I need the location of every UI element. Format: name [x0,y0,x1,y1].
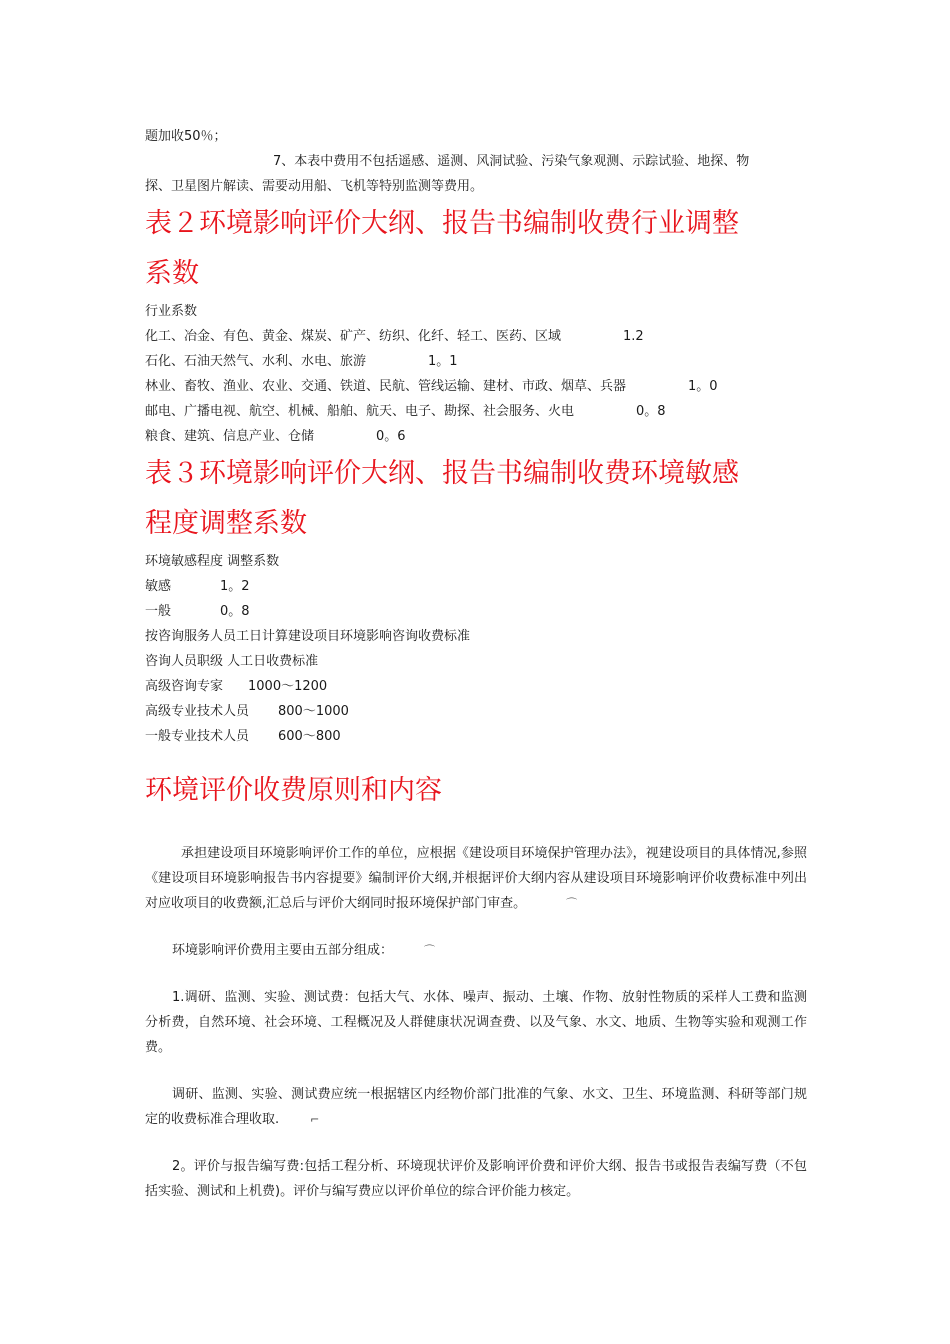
paragraph-mark-icon: ⌐ [310,1113,320,1126]
table2-row [145,324,807,349]
table2-rows [145,324,807,449]
table2-title-line-2: 系数 [145,258,199,289]
consult-header: 咨询人员职级 人工日收费标准 [145,654,319,669]
section-paragraph-1-text: 承担建设项目环境影响评价工作的单位，应根据《建设项目环境保护管理办法》，视建设项目的具体情况,参照《建设项目环境影响报告书内容提要》编制评价大纲,并根据评价大纲内容从建设项目环境影响评价收费标准中列出对应收项目的收费额,汇总后与评价大纲同时报环境保护部门审查。 [145,846,807,911]
table3-title [145,449,807,549]
table2-row-industries: 石化、石油天然气、水利、水电、旅游 [145,354,367,369]
table3-title-line-1: 表３环境影响评价大纲、报告书编制收费环境敏感 [145,458,739,489]
table2-row [145,349,807,374]
table2-row-industries: 粮食、建筑、信息产业、仓储 [145,429,315,444]
table2-row [145,399,807,424]
table3-row-coef: 1。2 [220,579,250,594]
table3-row-level: 敏感 [145,579,172,594]
table2-row-coef: 0。6 [376,429,406,444]
table2-row-industries: 化工、冶金、有色、黄金、煤炭、矿产、纺织、化纤、轻工、医药、区域 [145,329,562,344]
consult-row-rank: 一般专业技术人员 [145,729,250,744]
paragraph-mark-icon: ⌒ [424,944,436,957]
intro-line-1: 题加收50％； [145,129,227,144]
table3-row-coef: 0。8 [220,604,250,619]
consult-row-fee: 600～800 [278,729,341,744]
table2-row-coef: 1。1 [428,354,458,369]
document-page [145,124,807,1204]
consult-row [145,699,807,724]
consult-row-rank: 高级咨询专家 [145,679,224,694]
table2-row-coef: 1。0 [688,379,718,394]
consult-row-rank: 高级专业技术人员 [145,704,250,719]
consult-title: 按咨询服务人员工日计算建设项目环境影响咨询收费标准 [145,629,471,644]
consult-row-fee: 1000～1200 [248,679,328,694]
table3-row-level: 一般 [145,604,172,619]
consult-row [145,674,807,699]
table2-row-industries: 邮电、广播电视、航空、机械、船舶、航天、电子、勘探、社会服务、火电 [145,404,575,419]
table3-title-line-2: 程度调整系数 [145,508,307,539]
table2-title-line-1: 表２环境影响评价大纲、报告书编制收费行业调整 [145,208,739,239]
table2-row [145,374,807,399]
intro-line-2: 7、本表中费用不包括遥感、遥测、风洞试验、污染气象观测、示踪试验、地探、物 [273,154,750,169]
table2-header: 行业系数 [145,304,198,319]
consult-row-fee: 800～1000 [278,704,349,719]
section-title: 环境评价收费原则和内容 [145,775,442,806]
section-paragraph-5: 2。评价与报告编写费:包括工程分析、环境现状评价及影响评价费和评价大纲、报告书或报告表编写费（不包括实验、测试和上机费)。评价与编写费应以评价单位的综合评价能力核定。 [145,1159,807,1199]
table3-row [145,574,807,599]
section-paragraph-2 [145,938,807,963]
table3-row [145,599,807,624]
table2-row-coef: 0。8 [636,404,666,419]
section-paragraph-1 [145,841,807,916]
table2-row-industries: 林业、畜牧、渔业、农业、交通、铁道、民航、管线运输、建材、市政、烟草、兵器 [145,379,627,394]
paragraph-mark-icon: ⌒ [566,897,578,910]
section-paragraph-2-text: 环境影响评价费用主要由五部分组成： [172,943,394,958]
table2-row [145,424,807,449]
table2-row-coef: 1.2 [623,329,644,344]
table3-header: 环境敏感程度 调整系数 [145,554,280,569]
consult-row [145,724,807,749]
section-paragraph-4-text: 调研、监测、实验、测试费应统一根据辖区内经物价部门批准的气象、水文、卫生、环境监测、科研等部门规定的收费标准合理收取. [145,1087,807,1127]
intro-line-3: 探、卫星图片解读、需要动用船、飞机等特别监测等费用。 [145,179,484,194]
section-paragraph-4 [145,1082,807,1132]
table2-title [145,199,807,299]
section-paragraph-3: 1.调研、监测、实验、测试费：包括大气、水体、噪声、振动、土壤、作物、放射性物质的采样人工费和监测分析费，自然环境、社会环境、工程概况及人群健康状况调查费、以及气象、水文、地质、生物等实验和观测工作费。 [145,990,807,1055]
